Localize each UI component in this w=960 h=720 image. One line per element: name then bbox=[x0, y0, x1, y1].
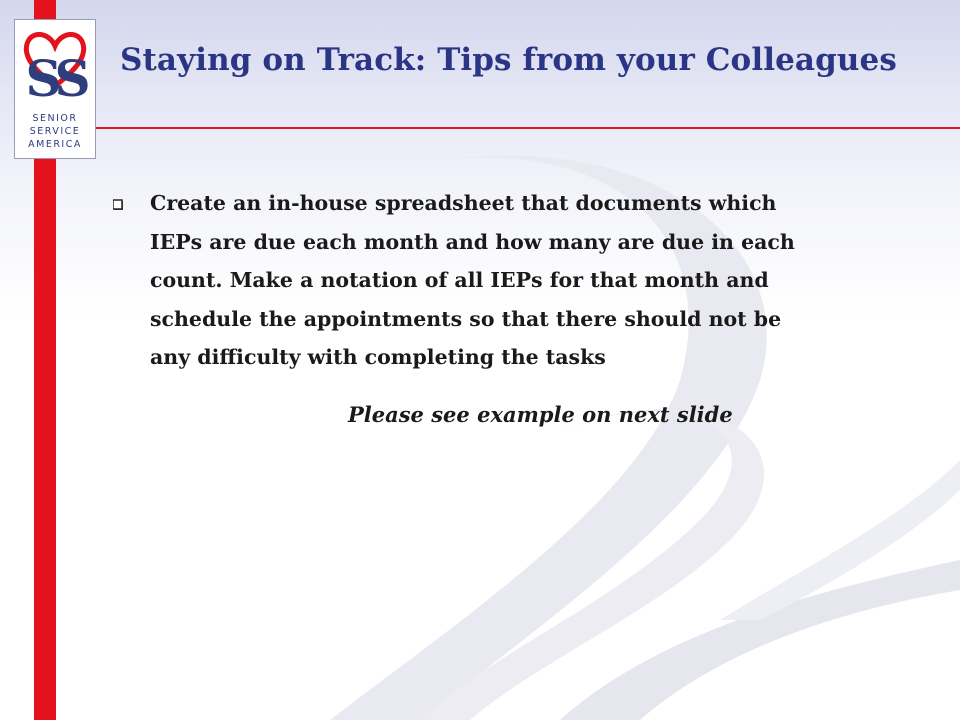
bullet-text-line: IEPs are due each month and how many are due in each bbox=[150, 229, 795, 254]
bullet-text-line: any difficulty with completing the tasks bbox=[150, 345, 606, 369]
logo-text-line: SENIOR bbox=[32, 113, 78, 124]
logo-text-line: SERVICE bbox=[29, 126, 81, 137]
heart-ss-logo-icon bbox=[19, 26, 91, 110]
bullet-text bbox=[150, 184, 920, 377]
bullet-text-line: schedule the appointments so that there should not be bbox=[150, 306, 782, 331]
slide-title: Staying on Track: Tips from your Colleagues bbox=[120, 42, 897, 78]
svg-text:SS: SS bbox=[25, 49, 85, 108]
bullet-text-line: Create an in-house spreadsheet that documents which bbox=[150, 191, 777, 215]
title-divider-rule bbox=[56, 127, 960, 129]
bullet-text-line: count. Make a notation of all IEPs for that month and bbox=[150, 268, 769, 292]
next-slide-note: Please see example on next slide bbox=[348, 402, 733, 427]
logo-text-line: AMERICA bbox=[28, 139, 82, 150]
hollow-square-bullet-icon bbox=[113, 198, 127, 212]
senior-service-america-logo bbox=[14, 19, 96, 159]
